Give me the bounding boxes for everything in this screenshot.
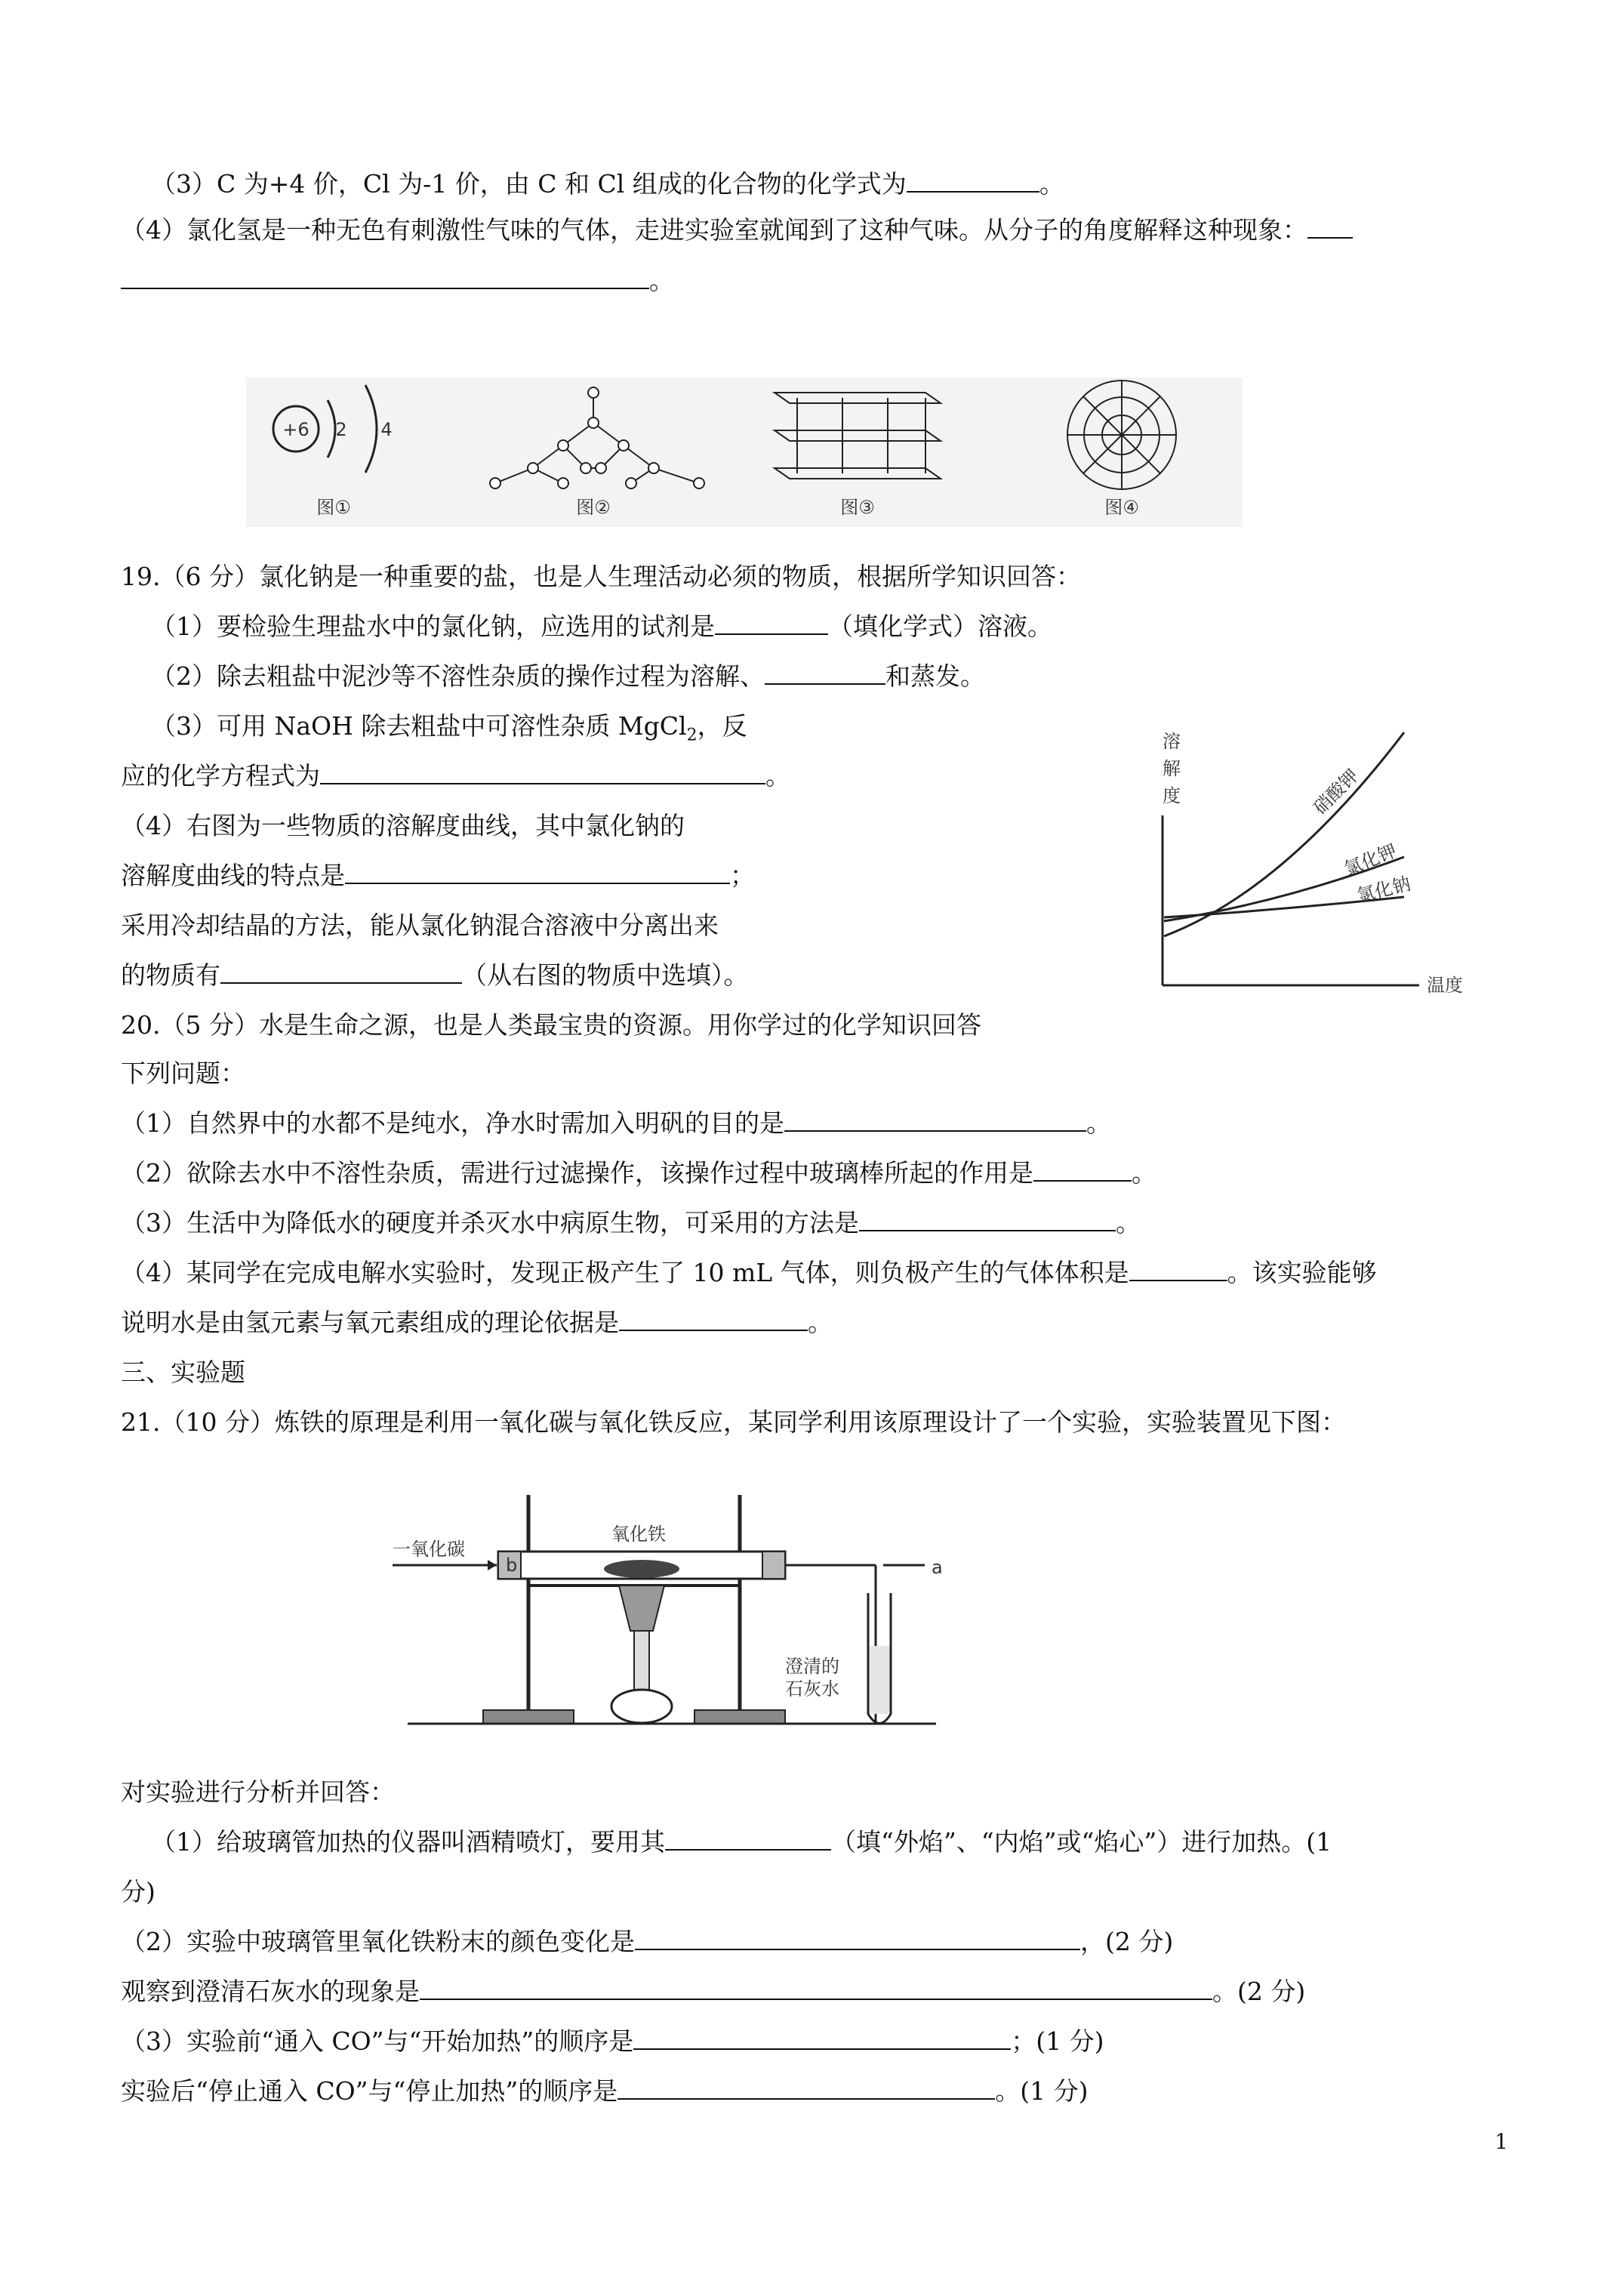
blank[interactable] — [1129, 1257, 1227, 1281]
blank[interactable] — [345, 860, 730, 884]
svg-text:氯化钠: 氯化钠 — [1354, 873, 1413, 907]
blank[interactable] — [665, 1826, 831, 1851]
q19-3-cont: 应的化学方程式为 。 — [121, 761, 790, 791]
blank[interactable] — [1307, 214, 1353, 239]
blank[interactable] — [635, 1926, 1080, 1950]
q19-2-line: （2）除去粗盐中泥沙等不溶性杂质的操作过程为溶解、 和蒸发。 — [151, 661, 985, 691]
q20-title2: 下列问题： — [121, 1059, 245, 1088]
carbon-figures — [246, 378, 1243, 527]
blank[interactable] — [633, 2026, 1011, 2050]
q20-3-line: （3）生活中为降低水的硬度并杀灭水中病原生物，可采用的方法是 。 — [121, 1208, 1141, 1237]
svg-text:氯化钾: 氯化钾 — [1341, 840, 1400, 880]
solubility-curve-figure — [1132, 717, 1495, 1004]
q21-2-line: （2）实验中玻璃管里氧化铁粉末的颜色变化是 ，(2 分) — [121, 1927, 1174, 1956]
section-title: 三、实验题 — [121, 1358, 245, 1387]
svg-text:b: b — [506, 1555, 518, 1576]
q21-intro: 对实验进行分析并回答： — [121, 1777, 395, 1807]
q21-title: 21.（10 分）炼铁的原理是利用一氧化碳与氧化铁反应，某同学利用该原理设计了一个实验，实验装置见下图： — [121, 1407, 1346, 1437]
svg-text:澄清的: 澄清的 — [785, 1656, 839, 1677]
q19-4-line2: 溶解度曲线的特点是 ； — [121, 861, 755, 890]
svg-text:温度: 温度 — [1427, 975, 1463, 996]
q19-4-line3: 采用冷却结晶的方法，能从氯化钠混合溶液中分离出来 — [121, 911, 719, 940]
curve-kno3 — [1164, 732, 1404, 936]
svg-text:图③: 图③ — [840, 497, 875, 518]
svg-text:氧化铁: 氧化铁 — [611, 1524, 666, 1545]
svg-text:石灰水: 石灰水 — [785, 1678, 839, 1700]
svg-text:图①: 图① — [316, 497, 351, 518]
blank[interactable] — [320, 760, 765, 784]
svg-text:图④: 图④ — [1104, 497, 1139, 518]
svg-text:溶: 溶 — [1163, 731, 1181, 752]
svg-text:图②: 图② — [576, 497, 611, 518]
q18-3-line: （3）C 为+4 价，Cl 为-1 价，由 C 和 Cl 组成的化合物的化学式为 。 — [151, 169, 1064, 199]
burner-flame — [619, 1586, 664, 1631]
blank[interactable] — [220, 960, 462, 984]
svg-text:解: 解 — [1163, 758, 1181, 779]
q21-3-cont: 实验后“停止通入 CO”与“停止加热”的顺序是 。(1 分) — [121, 2076, 1089, 2106]
q18-4-cont: 。 — [121, 264, 674, 297]
blank[interactable] — [784, 1108, 1086, 1132]
q19-title: 19.（6 分）氯化钠是一种重要的盐，也是人生理活动必须的物质，根据所学知识回答： — [121, 562, 1081, 591]
q21-1-cont: 分) — [121, 1877, 156, 1906]
q20-4-line2: 说明水是由氢元素与氧元素组成的理论依据是 。 — [121, 1308, 833, 1337]
blank[interactable] — [715, 611, 828, 635]
svg-text:2: 2 — [335, 419, 347, 440]
blank[interactable] — [617, 2076, 995, 2100]
svg-text:一氧化碳: 一氧化碳 — [393, 1539, 465, 1560]
blank[interactable] — [907, 168, 1039, 193]
page-number: 1 — [1495, 2129, 1508, 2154]
svg-text:硝酸钾: 硝酸钾 — [1309, 765, 1363, 819]
q20-2-line: （2）欲除去水中不溶性杂质，需进行过滤操作，该操作过程中玻璃棒所起的作用是 。 — [121, 1158, 1156, 1188]
alcohol-burner — [611, 1690, 672, 1723]
q21-3-line: （3）实验前“通入 CO”与“开始加热”的顺序是 ；(1 分) — [121, 2026, 1104, 2056]
q19-1-line: （1）要检验生理盐水中的氯化钠，应选用的试剂是 （填化学式）溶液。 — [151, 612, 1052, 641]
svg-text:a: a — [932, 1557, 943, 1578]
q20-1-line: （1）自然界中的水都不是纯水，净水时需加入明矾的目的是 。 — [121, 1108, 1111, 1138]
svg-text:+6: +6 — [282, 419, 310, 440]
svg-text:4: 4 — [380, 419, 393, 440]
q19-4-line: （4）右图为一些物质的溶解度曲线，其中氯化钠的 — [121, 811, 685, 840]
svg-text:度: 度 — [1163, 785, 1181, 806]
q18-4-line: （4）氯化氢是一种无色有刺激性气味的气体，走进实验室就闻到了这种气味。从分子的角度解释这种现象： — [121, 214, 1353, 247]
q20-title: 20.（5 分）水是生命之源，也是人类最宝贵的资源。用你学过的化学知识回答 — [121, 1010, 981, 1040]
iron-smelting-apparatus — [393, 1480, 1057, 1744]
q21-2-cont: 观察到澄清石灰水的现象是 。(2 分) — [121, 1977, 1306, 2006]
blank[interactable] — [420, 1976, 1212, 2000]
blank[interactable] — [619, 1307, 808, 1331]
q20-4-line: （4）某同学在完成电解水实验时，发现正极产生了 10 mL 气体，则负极产生的气体体积是 。该实验能够 — [121, 1258, 1377, 1287]
blank[interactable] — [859, 1207, 1116, 1231]
blank[interactable] — [121, 265, 649, 289]
q19-3-line: （3）可用 NaOH 除去粗盐中可溶性杂质 MgCl$_2$，反 — [151, 711, 747, 745]
blank[interactable] — [765, 661, 885, 685]
iron-oxide-powder — [604, 1560, 679, 1578]
blank[interactable] — [1033, 1157, 1132, 1182]
q21-1-line: （1）给玻璃管加热的仪器叫酒精喷灯，要用其 （填“外焰”、“内焰”或“焰心”）进行加热。(1 — [151, 1827, 1332, 1857]
q19-4-line4: 的物质有 （从右图的物质中选填）。 — [121, 960, 749, 990]
